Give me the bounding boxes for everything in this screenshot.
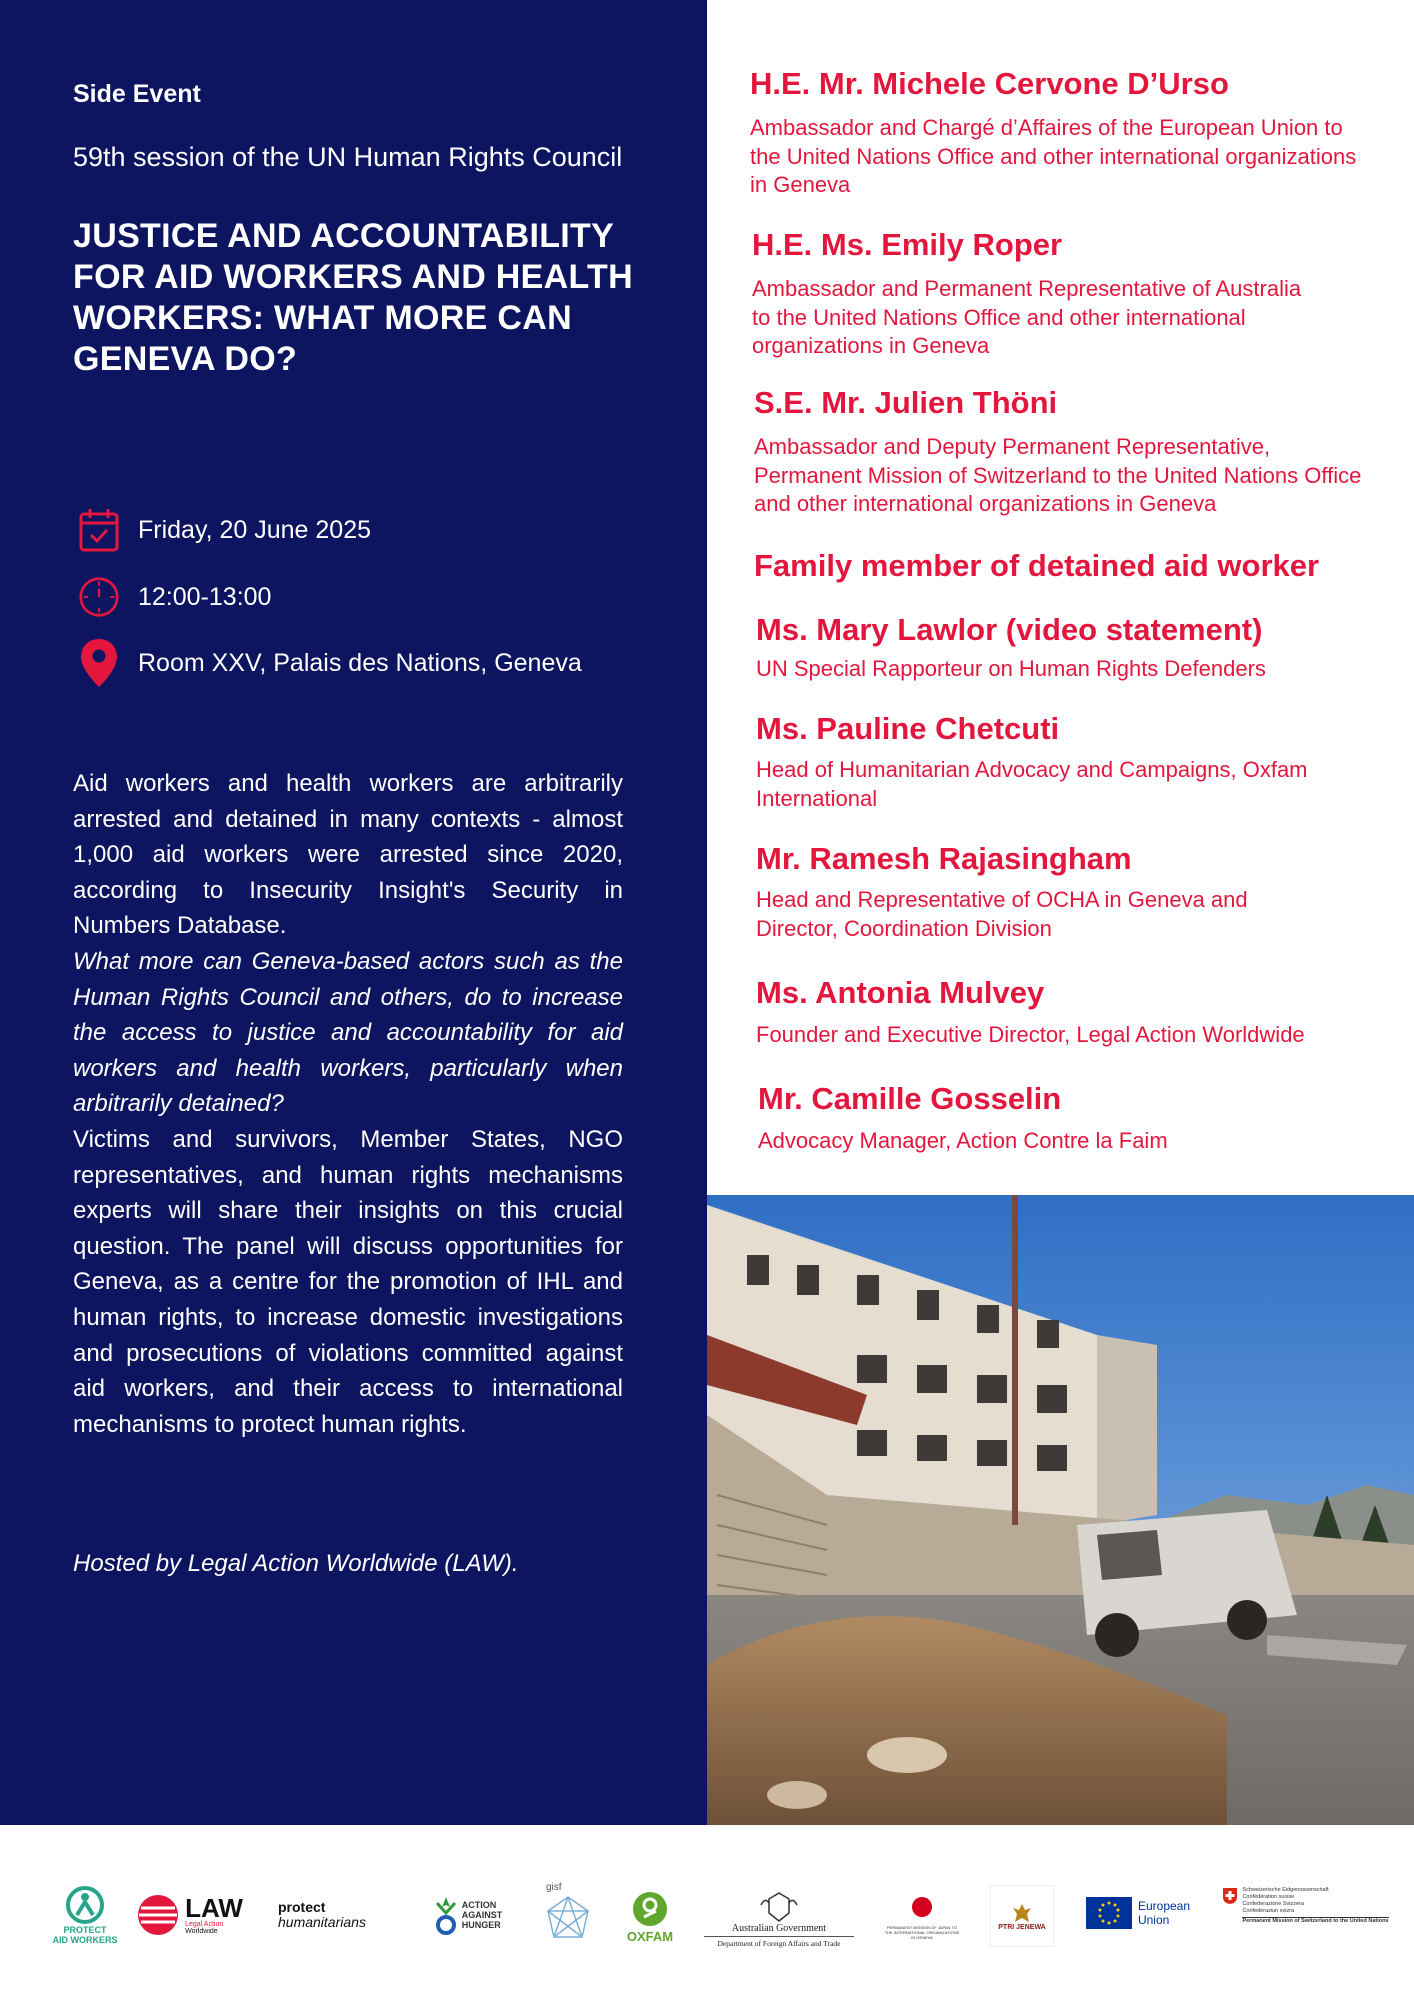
logo-text: Confederazione Svizzera bbox=[1242, 1901, 1304, 1907]
logo-text: LAW bbox=[185, 1893, 243, 1923]
speaker-name: Ms. Pauline Chetcuti bbox=[756, 711, 1060, 746]
logo-text: protect bbox=[278, 1899, 326, 1915]
speaker-name: Family member of detained aid worker bbox=[754, 548, 1320, 583]
speaker-role: Ambassador and Permanent Representative of Australia to the United Nations Office and other international organizations in Geneva bbox=[752, 276, 1302, 358]
logo-text: Confederaziun svizra bbox=[1242, 1908, 1295, 1914]
protect-aid-workers-icon bbox=[65, 1885, 105, 1925]
swiss-mission-logo bbox=[1218, 1887, 1393, 1939]
logo-text: PERMANENT MISSION OF JAPAN TO THE INTERNATIONAL ORGANIZATIONS IN GENEVA bbox=[884, 1925, 960, 1940]
european-union-logo bbox=[1078, 1891, 1198, 1935]
logo-text: Confédération suisse bbox=[1242, 1894, 1295, 1900]
oxfam-icon bbox=[632, 1891, 668, 1927]
logo-text: gisf bbox=[546, 1882, 562, 1893]
gisf-network-icon bbox=[544, 1893, 592, 1943]
description-question: What more can Geneva-based actors such as the Human Rights Council and others, do to increase the access to justice and accountability for aid workers and health workers, particularly when arbitrarily detained? bbox=[73, 947, 623, 1118]
event-label: Side Event bbox=[73, 80, 201, 108]
action-against-hunger-icon bbox=[433, 1893, 459, 1937]
speaker-name: Mr. Ramesh Rajasingham bbox=[756, 841, 1132, 876]
event-title: JUSTICE AND ACCOUNTABILITY FOR AID WORKERS AND HEALTH WORKERS: WHAT MORE CAN GENEVA DO? bbox=[73, 217, 633, 378]
speaker-name: H.E. Mr. Michele Cervone D’Urso bbox=[750, 66, 1229, 101]
logo-text: OXFAM bbox=[626, 1929, 674, 1944]
event-description bbox=[73, 766, 623, 1442]
location-row bbox=[78, 638, 582, 688]
logo-text: Union bbox=[1137, 1913, 1170, 1927]
description-paragraph: Aid workers and health workers are arbitrarily arrested and detained in many contexts - almost 1,000 aid workers were arrested since 2020, according to Insecurity Insight's Security in Numbers Database. bbox=[73, 770, 623, 940]
protect-humanitarians-logo bbox=[278, 1895, 403, 1935]
event-date: Friday, 20 June 2025 bbox=[138, 515, 372, 544]
speaker-name: Mr. Camille Gosselin bbox=[758, 1081, 1062, 1116]
logo-text: Legal Action bbox=[185, 1921, 224, 1928]
date-row bbox=[78, 505, 372, 555]
oxfam-logo bbox=[618, 1885, 682, 1950]
gisf-logo bbox=[540, 1875, 596, 1950]
speaker-name: H.E. Ms. Emily Roper bbox=[752, 227, 1063, 262]
speaker-name: Ms. Antonia Mulvey bbox=[756, 975, 1045, 1010]
speaker-name: S.E. Mr. Julien Thöni bbox=[754, 385, 1058, 420]
australian-government-logo bbox=[698, 1883, 860, 1955]
logo-text: Worldwide bbox=[185, 1928, 218, 1935]
left-panel bbox=[0, 0, 707, 1825]
location-pin-icon bbox=[78, 640, 120, 686]
logo-text: PTRI JENEWA bbox=[998, 1923, 1046, 1931]
logo-text: PROTECT bbox=[63, 1925, 107, 1935]
speaker-role: Advocacy Manager, Action Contre la Faim bbox=[758, 1128, 1168, 1153]
ptri-jenewa-logo bbox=[990, 1885, 1054, 1947]
event-location: Room XXV, Palais des Nations, Geneva bbox=[138, 648, 582, 677]
time-row bbox=[78, 572, 272, 622]
speaker-name: Ms. Mary Lawlor (video statement) bbox=[756, 612, 1263, 647]
logo-text: HUNGER bbox=[461, 1920, 501, 1930]
action-against-hunger-logo bbox=[430, 1885, 505, 1945]
logo-text: Australian Government bbox=[731, 1922, 827, 1934]
hosted-by: Hosted by Legal Action Worldwide (LAW). bbox=[73, 1550, 519, 1577]
event-time: 12:00-13:00 bbox=[138, 582, 272, 611]
calendar-icon bbox=[78, 507, 120, 553]
logo-text: Schweizerische Eidgenossenschaft bbox=[1242, 1887, 1329, 1893]
swiss-shield-icon bbox=[1222, 1887, 1238, 1905]
speaker-role: Ambassador and Chargé d’Affaires of the European Union to the United Nations Office and other international organizations in Geneva bbox=[750, 115, 1357, 197]
japan-mission-logo bbox=[880, 1887, 964, 1945]
japan-flag-icon bbox=[903, 1892, 941, 1922]
speaker-role: Head and Representative of OCHA in Geneva and Director, Coordination Division bbox=[756, 887, 1248, 941]
logo-text: humanitarians bbox=[278, 1914, 366, 1930]
session-label: 59th session of the UN Human Rights Council bbox=[73, 142, 623, 172]
logo-text: Permanent Mission of Switzerland to the United Nations bbox=[1242, 1918, 1389, 1924]
description-paragraph: Victims and survivors, Member States, NGO representatives, and human rights mechanisms experts will share their insights on this crucial question. The panel will discuss opportunities for Geneva, as a centre for the promotion of IHL and human rights, to increase domestic investigations and prosecutions of violations committed against aid workers, and their access to international mechanisms to protect human rights. bbox=[73, 1125, 623, 1438]
garuda-icon bbox=[1011, 1902, 1033, 1924]
law-icon bbox=[137, 1894, 179, 1936]
logo-text: AID WORKERS bbox=[52, 1935, 118, 1945]
eu-flag-icon bbox=[1086, 1897, 1132, 1929]
speakers-panel bbox=[707, 0, 1414, 1195]
logo-text: ACTION bbox=[461, 1900, 497, 1910]
speaker-role: Ambassador and Deputy Permanent Representative, Permanent Mission of Switzerland to the United Nations Office and other international organizations in Geneva bbox=[754, 434, 1362, 516]
law-logo bbox=[130, 1887, 250, 1943]
event-photo bbox=[707, 1195, 1414, 1825]
protect-aid-workers-logo bbox=[30, 1880, 140, 1950]
clock-icon bbox=[78, 574, 120, 620]
speaker-role: Head of Humanitarian Advocacy and Campaigns, Oxfam International bbox=[756, 757, 1308, 811]
partner-logos bbox=[0, 1825, 1414, 2000]
logo-text: Department of Foreign Affairs and Trade bbox=[717, 1938, 841, 1948]
australian-coat-of-arms-icon bbox=[759, 1891, 799, 1923]
speaker-role: Founder and Executive Director, Legal Action Worldwide bbox=[756, 1022, 1305, 1047]
logo-text: AGAINST bbox=[461, 1910, 503, 1920]
logo-text: European bbox=[1137, 1899, 1191, 1913]
speaker-role: UN Special Rapporteur on Human Rights Defenders bbox=[756, 656, 1266, 681]
